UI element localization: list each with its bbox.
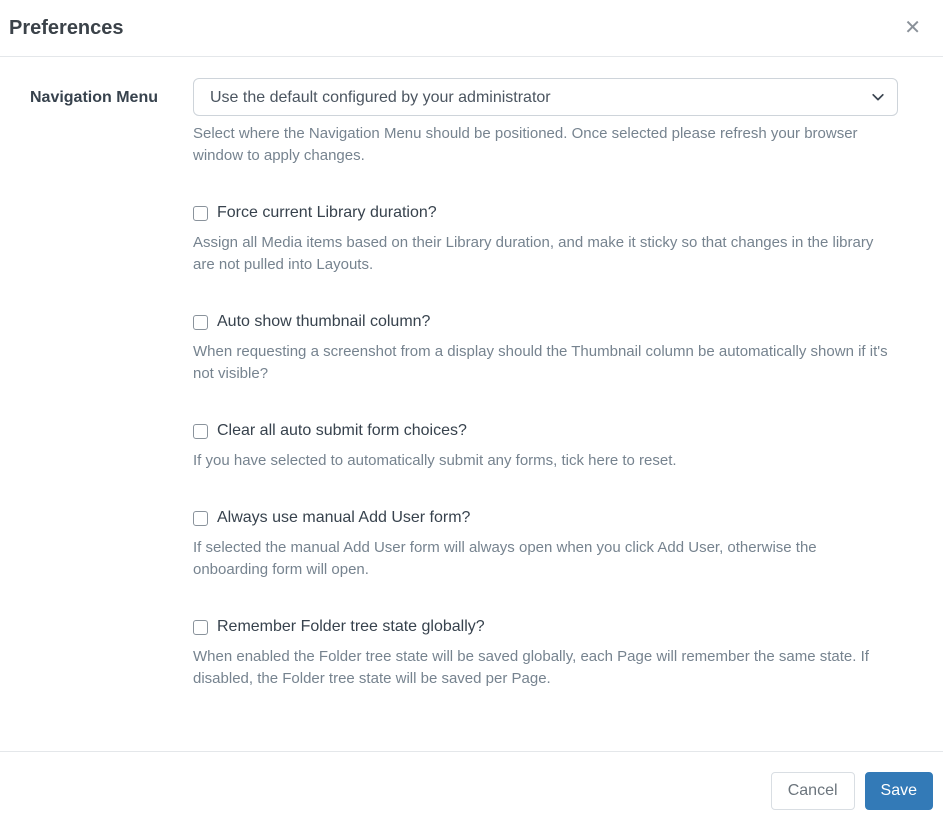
clear-auto-submit-group	[193, 419, 898, 472]
force-library-duration-checkbox[interactable]	[193, 206, 208, 221]
nav-menu-select-wrap	[193, 78, 898, 116]
manual-add-user-group	[193, 506, 898, 581]
nav-menu-help-text: Select where the Navigation Menu should be positioned. Once selected please refresh your browser window to apply changes.	[193, 125, 858, 164]
force-library-duration-row[interactable]	[193, 201, 898, 225]
remember-folder-tree-help: When enabled the Folder tree state will be saved globally, each Page will remember the same state. If disabled, the Folder tree state will be saved per Page.	[193, 648, 869, 687]
checkbox-label: Auto show thumbnail column?	[217, 313, 431, 330]
modal-title: Preferences	[9, 17, 124, 39]
nav-menu-select[interactable]	[193, 78, 898, 116]
auto-show-thumbnail-help: When requesting a screenshot from a display should the Thumbnail column be automatically shown if it's not visible?	[193, 343, 888, 382]
manual-add-user-help: If selected the manual Add User form will always open when you click Add User, otherwise the onboarding form will open.	[193, 539, 817, 578]
clear-auto-submit-help: If you have selected to automatically submit any forms, tick here to reset.	[193, 452, 677, 469]
auto-show-thumbnail-checkbox[interactable]	[193, 315, 208, 330]
cancel-button[interactable]: Cancel	[771, 772, 855, 810]
auto-show-thumbnail-group	[193, 310, 898, 385]
modal-footer	[0, 751, 943, 820]
manual-add-user-checkbox[interactable]	[193, 511, 208, 526]
save-button[interactable]: Save	[865, 772, 933, 810]
nav-menu-form-row	[0, 78, 943, 167]
checkbox-label: Force current Library duration?	[217, 204, 437, 221]
force-library-duration-help: Assign all Media items based on their Library duration, and make it sticky so that changes in the library are not pulled into Layouts.	[193, 234, 874, 273]
checkbox-label: Clear all auto submit form choices?	[217, 422, 467, 439]
modal-body	[0, 57, 943, 751]
clear-auto-submit-row[interactable]	[193, 419, 898, 443]
modal-header	[0, 0, 943, 57]
remember-folder-tree-group	[193, 615, 898, 690]
nav-menu-label: Navigation Menu	[29, 89, 158, 106]
auto-show-thumbnail-row[interactable]	[193, 310, 898, 334]
remember-folder-tree-checkbox[interactable]	[193, 620, 208, 635]
remember-folder-tree-row[interactable]	[193, 615, 898, 639]
checkbox-label: Always use manual Add User form?	[217, 509, 471, 526]
checkbox-label: Remember Folder tree state globally?	[217, 618, 485, 635]
close-icon[interactable]: ✕	[896, 16, 929, 40]
force-library-duration-group	[193, 201, 898, 276]
clear-auto-submit-checkbox[interactable]	[193, 424, 208, 439]
manual-add-user-row[interactable]	[193, 506, 898, 530]
nav-menu-control	[193, 78, 898, 167]
